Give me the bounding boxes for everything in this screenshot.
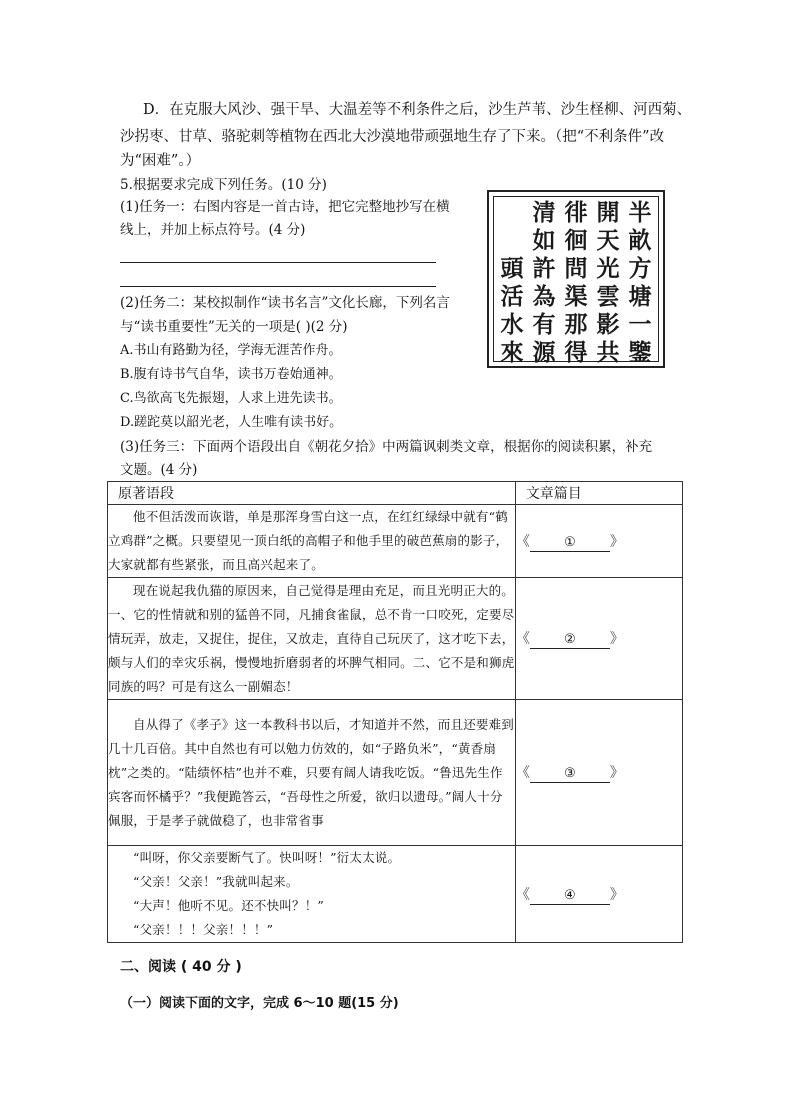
poem-character: 共 — [596, 339, 620, 366]
task3-line1: (3)任务三：下面两个语段出自《朝花夕拾》中两篇讽刺类文章，根据你的阅读积累，补充 — [120, 439, 653, 455]
poem-column — [594, 199, 622, 367]
option-a: A.书山有路勤为径，学海无涯苦作舟。 — [120, 343, 342, 358]
table-row — [108, 846, 683, 943]
passage-2: 现在说起我仇猫的原因来，自己觉得是理由充足，而且光明正大的。一、它的性情就和别的猛兽不同，凡捕食雀鼠，总不肯一口咬死，定要尽情玩弄，放走，又捉住，捉住，又放走，直待自己玩厌了，这才吃下去，颇与人们的幸灾乐祸，慢慢地折磨弱者的坏脾气相同。二、它不是和狮虎同族的吗？可是有这么一副媚态！ — [108, 582, 515, 694]
task3-line2: 文题。(4 分) — [120, 462, 198, 478]
bracket-open: 《 — [515, 533, 530, 550]
header-passage: 原著语段 — [108, 482, 516, 505]
poem-column — [498, 255, 526, 367]
poem-character: 開 — [596, 199, 620, 226]
blank-2[interactable]: ② — [530, 632, 610, 649]
poem-character: 影 — [596, 311, 620, 338]
poem-column — [530, 199, 558, 367]
blank-4[interactable]: ④ — [530, 888, 610, 905]
bracket-close: 》 — [609, 886, 624, 903]
table-row — [108, 578, 683, 700]
poem-character: 頭 — [500, 255, 524, 282]
poem-column — [626, 199, 654, 367]
dialogue-line: “父亲！父亲！”我就叫起来。 — [133, 874, 299, 889]
poem-character: 塘 — [628, 283, 652, 310]
poem-character: 徘 — [564, 199, 588, 226]
poem-character: 有 — [532, 311, 556, 338]
poem-character: 鑒 — [628, 339, 652, 366]
poem-character: 雲 — [596, 283, 620, 310]
poem-character: 得 — [564, 339, 588, 366]
bracket-close: 》 — [609, 533, 624, 550]
task1-line1: (1)任务一：右图内容是一首古诗，把它完整地抄写在横 — [120, 199, 450, 215]
passage-1: 他不但活泼而诙谐，单是那浑身雪白这一点，在红红绿绿中就有“鹤立鸡群”之概。只要望见一顶白纸的高帽子和他手里的破芭蕉扇的影子，大家就都有些紧张，而且高兴起来了。 — [108, 509, 509, 572]
poem-character: 活 — [500, 283, 524, 310]
task2-line1: (2)任务二：某校拟制作“读书名言”文化长廊，下列名言 — [120, 295, 450, 311]
answer-line-1[interactable] — [120, 262, 436, 263]
poem-character: 問 — [564, 255, 588, 282]
answer-cell-1[interactable] — [515, 505, 682, 578]
poem-character: 半 — [628, 199, 652, 226]
poem-character: 光 — [596, 255, 620, 282]
section-2-title: 二、阅读 ( 40 分 ) — [120, 959, 242, 975]
poem-character: 為 — [532, 283, 556, 310]
poem-character: 天 — [596, 227, 620, 254]
passage-3: 自从得了《孝子》这一本教科书以后，才知道并不然，而且还要难到几十几百倍。其中自然也有可以勉力仿效的，如“子路负米”，“黄香扇枕”之类的。“陆绩怀桔”也并不难，只要有阔人请我吃饭。“鲁迅先生作宾客而怀橘乎？”我便跪答云，“吾母性之所爱，欲归以遗母。”阔人十分佩服，于是孝子就做稳了，也非常省事 — [108, 716, 515, 828]
answer-cell-2[interactable] — [515, 578, 682, 700]
poem-character: 許 — [532, 255, 556, 282]
poem-character: 來 — [500, 339, 524, 366]
task1-line2: 线上，并加上标点符号。(4 分) — [120, 222, 306, 238]
bracket-open: 《 — [515, 631, 530, 647]
header-title: 文章篇目 — [515, 482, 682, 505]
poem-character: 源 — [532, 339, 556, 366]
option-d-reading: D.蹉跎莫以韶光老，人生唯有读书好。 — [120, 415, 343, 430]
option-b: B.腹有诗书气自华，读书万卷始通神。 — [120, 367, 342, 382]
dialogue-line: “叫呀，你父亲要断气了。快叫呀！”衍太太说。 — [133, 850, 401, 865]
poem-calligraphy-image — [487, 190, 665, 368]
poem-column — [562, 199, 590, 367]
question-5-title: 5.根据要求完成下列任务。(10 分) — [120, 177, 327, 193]
task2-line2: 与“读书重要性”无关的一项是( )(2 分) — [120, 319, 348, 335]
dialogue-line: “父亲！！！父亲！！！” — [133, 922, 274, 937]
poem-character: 一 — [628, 311, 652, 338]
option-c: C.鸟欲高飞先振翅，人求上进先读书。 — [120, 391, 342, 406]
bracket-open: 《 — [515, 765, 530, 781]
answer-cell-4[interactable] — [515, 846, 682, 943]
bracket-open: 《 — [515, 886, 530, 903]
poem-character: 水 — [500, 311, 524, 338]
option-d-line2: 沙拐枣、甘草、骆驼刺等植物在西北大沙漠地带顽强地生存了下来。（把“不利条件”改 — [120, 129, 665, 145]
answer-line-2[interactable] — [120, 286, 436, 287]
poem-character: 如 — [532, 227, 556, 254]
bracket-close: 》 — [609, 631, 624, 647]
blank-1[interactable]: ① — [530, 535, 610, 552]
poem-character: 清 — [532, 199, 556, 226]
dialogue-line: “大声！他听不见。还不快叫？！” — [133, 898, 324, 913]
poem-character: 畝 — [628, 227, 652, 254]
poem-character: 那 — [564, 311, 588, 338]
option-d-line1: D．在克服大风沙、强干旱、大温差等不利条件之后，沙生芦苇、沙生柽柳、河西菊、 — [143, 102, 692, 118]
option-d-line3: 为“困难”。） — [120, 153, 201, 169]
table-row — [108, 700, 683, 846]
section-2-subtitle: （一）阅读下面的文字，完成 6～10 题(15 分) — [120, 996, 399, 1011]
reading-table — [107, 481, 683, 943]
bracket-close: 》 — [609, 765, 624, 781]
table-row — [108, 505, 683, 578]
blank-3[interactable]: ③ — [530, 766, 610, 783]
poem-character: 渠 — [564, 283, 588, 310]
answer-cell-3[interactable] — [515, 700, 682, 846]
poem-character: 方 — [628, 255, 652, 282]
poem-character: 徊 — [564, 227, 588, 254]
